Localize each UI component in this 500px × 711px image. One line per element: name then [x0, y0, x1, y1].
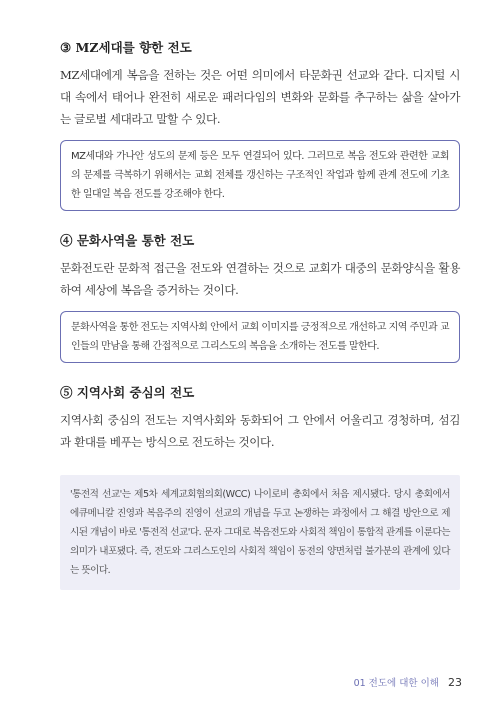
page-footer — [354, 675, 462, 689]
section-heading-mz: ③ MZ세대를 향한 전도 — [60, 40, 192, 55]
callout-box-culture: 문화사역을 통한 전도는 지역사회 안에서 교회 이미지를 긍정적으로 개선하고 지역 주민과 교인들의 만남을 통해 간접적으로 그리스도의 복음을 소개하는 전도를 말한다. — [60, 311, 460, 363]
section-heading-community: ⑤ 지역사회 중심의 전도 — [60, 385, 195, 400]
section-heading-culture: ④ 문화사역을 통한 전도 — [60, 233, 195, 248]
note-box: '통전적 선교'는 제5차 세계교회협의회(WCC) 나이로비 총회에서 처음 제시됐다. 당시 총회에서 에큐메니칼 진영과 복음주의 진영이 선교의 개념을 두고 논쟁하는 과정에서 그 해결 방안으로 제시된 개념이 바로 '통전적 선교'다. 문자 그대로 복음전도와 사회적 책임이 통합적 관계를 이룬다는 의미가 내포됐다. 즉, 전도와 그리스도인의 사회적 책임이 동전의 양면처럼 불가분의 관계에 있다는 뜻이다. — [60, 475, 460, 590]
page-content — [60, 40, 460, 590]
chapter-title: 01 전도에 대한 이해 — [353, 678, 439, 689]
callout-box-mz: MZ세대와 가나안 성도의 문제 등은 모두 연결되어 있다. 그러므로 복음 전도와 관련한 교회의 문제를 극복하기 위해서는 교회 전체를 갱신하는 구조적인 작업과 함께 관계 전도에 기초한 일대일 복음 전도를 강조해야 한다. — [60, 140, 460, 211]
section-body-culture: 문화전도란 문화적 접근을 전도와 연결하는 것으로 교회가 대중의 문화양식을 활용하여 세상에 복음을 증거하는 것이다. — [60, 261, 460, 297]
section-body-community: 지역사회 중심의 전도는 지역사회와 동화되어 그 안에서 어울리고 경청하며, 섬김과 환대를 베푸는 방식으로 전도하는 것이다. — [60, 413, 460, 449]
page-number: 23 — [448, 676, 462, 689]
section-body-mz: MZ세대에게 복음을 전하는 것은 어떤 의미에서 타문화권 선교와 같다. 디지털 시대 속에서 태어나 완전히 새로운 패러다임의 변화와 문화를 추구하는 삶을 살아가는 글로벌 세대라고 말할 수 있다. — [60, 68, 460, 126]
